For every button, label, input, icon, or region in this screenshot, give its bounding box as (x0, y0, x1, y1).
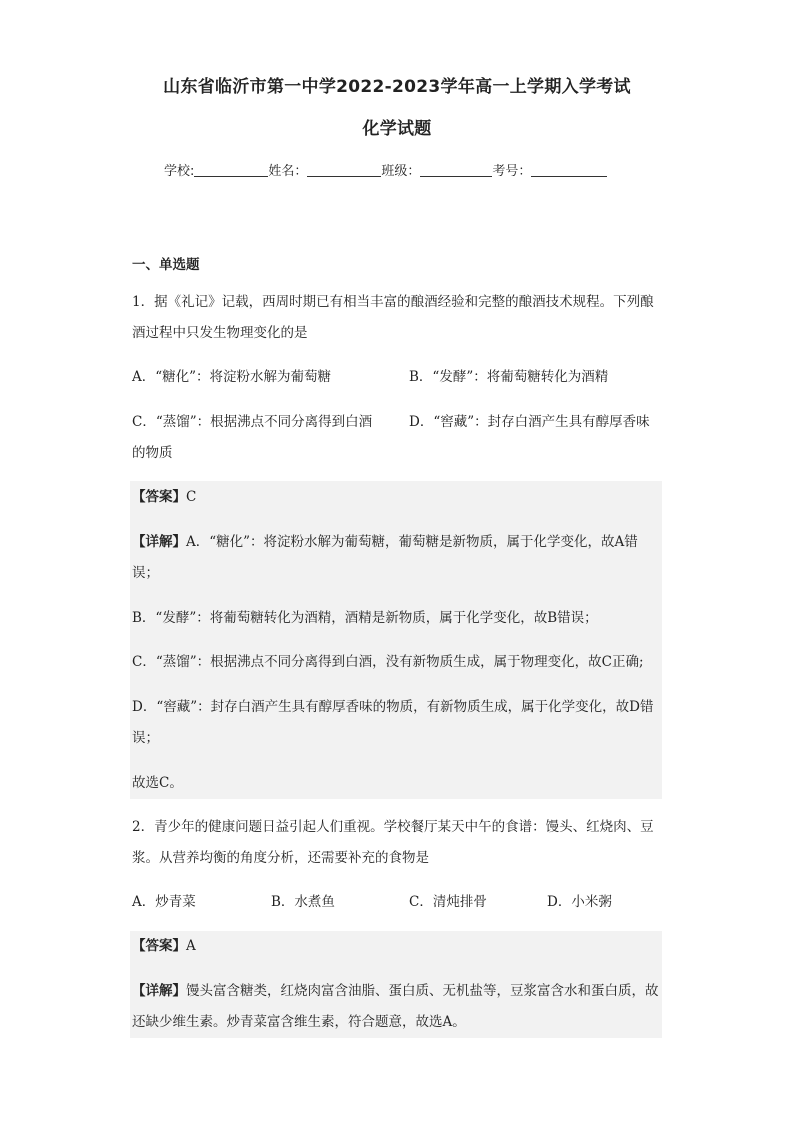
exam-subject-title: 化学试题 (362, 119, 432, 139)
number-field[interactable] (531, 163, 607, 177)
q2-option-d: D．小米粥 (547, 894, 612, 910)
q2-option-c: C．清炖排骨 (409, 894, 487, 910)
class-field[interactable] (420, 163, 492, 177)
detail-label: 【详解】 (132, 983, 186, 999)
answer-value: C (186, 489, 197, 505)
school-label: 学校: (164, 164, 195, 179)
q1-option-c: C．“蒸馏”：根据沸点不同分离得到白酒 (132, 414, 373, 430)
q1-conclusion: 故选C。 (132, 775, 183, 791)
name-label: 姓名： (268, 164, 308, 179)
question-1-stem: 1．据《礼记》记载，西周时期已有相当丰富的酿酒经验和完整的酿酒技术规程。下列酿酒过程中只发生物理变化的是 (132, 294, 654, 341)
class-label: 班级： (381, 164, 421, 179)
q1-detail-b: B．“发酵”：将葡萄糖转化为酒精，酒精是新物质，属于化学变化，故B错误； (132, 610, 598, 626)
q1-answer (132, 482, 662, 513)
q1-option-a: A．“糖化”：将淀粉水解为葡萄糖 (132, 369, 332, 385)
answer-label: 【答案】 (132, 938, 186, 954)
q1-detail-d: D．“窖藏”：封存白酒产生具有醇厚香味的物质，有新物质生成，属于化学变化，故D错误； (132, 699, 654, 746)
detail-a-text: A．“糖化”：将淀粉水解为葡萄糖，葡萄糖是新物质，属于化学变化，故A错误； (132, 534, 638, 581)
student-info-row (164, 160, 607, 179)
q1-detail-c: C．“蒸馏”：根据沸点不同分离得到白酒，没有新物质生成，属于物理变化，故C正确; (132, 654, 644, 670)
answer-value: A (186, 938, 196, 954)
q2-answer (132, 931, 662, 962)
exam-title: 山东省临沂市第一中学2022-2023学年高一上学期入学考试 (163, 77, 631, 97)
name-field[interactable] (307, 163, 381, 177)
q1-option-d: D．“窖藏”：封存白酒产生具有醇厚香味的物质 (132, 414, 650, 461)
number-label: 考号： (492, 164, 532, 179)
q1-option-b: B．“发酵”：将葡萄糖转化为酒精 (409, 369, 609, 385)
q2-option-b: B．水煮鱼 (271, 894, 335, 910)
section-heading: 一、单选题 (132, 257, 200, 273)
detail-text: 馒头富含糖类，红烧肉富含油脂、蛋白质、无机盐等，豆浆富含水和蛋白质，故还缺少维生素。炒青菜富含维生素，符合题意，故选A。 (132, 983, 659, 1030)
q2-option-a: A．炒青菜 (132, 894, 196, 910)
answer-label: 【答案】 (132, 489, 186, 505)
q1-detail-a (132, 527, 662, 589)
q2-detail (132, 976, 662, 1038)
question-2-stem: 2．青少年的健康问题日益引起人们重视。学校餐厅某天中午的食谱：馒头、红烧肉、豆浆。从营养均衡的角度分析，还需要补充的食物是 (132, 819, 654, 866)
detail-label: 【详解】 (132, 534, 186, 550)
school-field[interactable] (194, 163, 268, 177)
